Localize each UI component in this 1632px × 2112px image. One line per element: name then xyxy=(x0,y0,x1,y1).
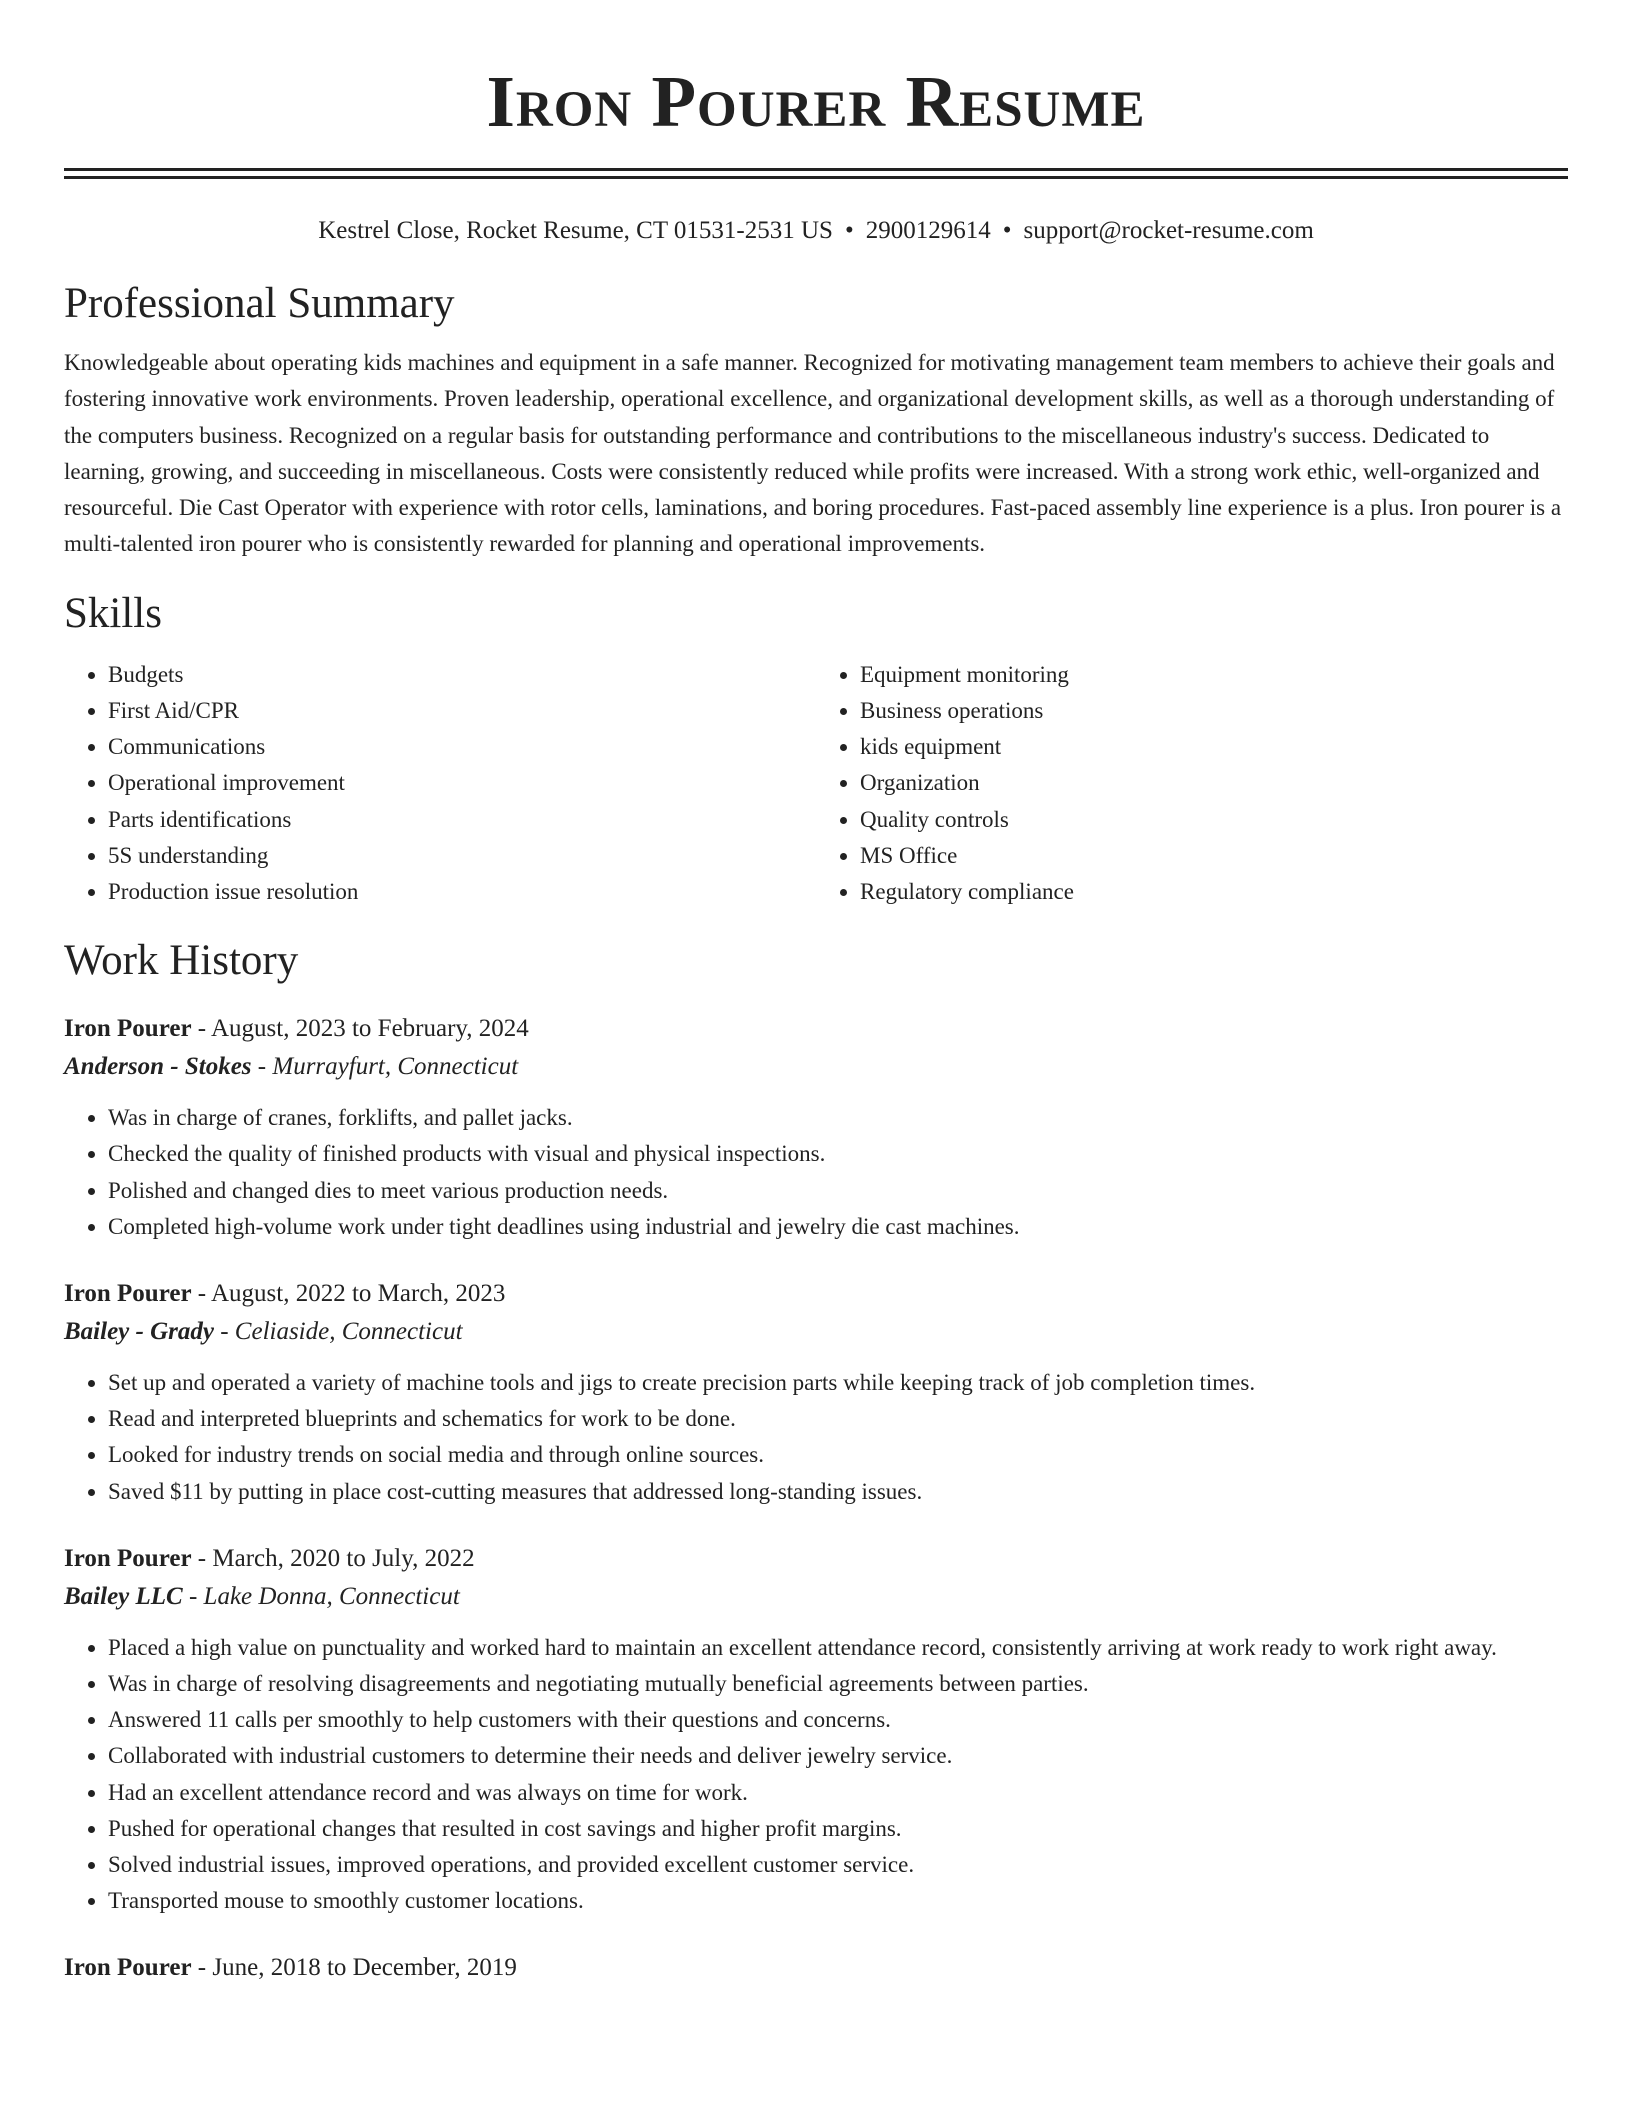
skill-item: • Communications xyxy=(108,729,816,765)
job-bullets xyxy=(64,1100,1568,1245)
skills-column-left xyxy=(64,657,816,910)
contact-email: support@rocket-resume.com xyxy=(1023,217,1314,244)
job-entry xyxy=(64,1010,1568,1245)
summary-text: Knowledgeable about operating kids machines and equipment in a safe manner. Recognized for motivating management team members to achieve their goals and fostering innovative work environments. Proven leadership, operational excellence, and organizational development skills, as well as a thorough understanding of the computers business. Recognized on a regular basis for outstanding performance and contributions to the miscellaneous industry's success. Dedicated to learning, growing, and succeeding in miscellaneous. Costs were consistently reduced while profits were increased. With a strong work ethic, well-organized and resourceful. Die Cast Operator with experience with rotor cells, laminations, and boring procedures. Fast-paced assembly line experience is a plus. Iron pourer is a multi-talented iron pourer who is consistently rewarded for planning and operational improvements. xyxy=(64,350,1562,557)
job-location: - Celiaside, Connecticut xyxy=(220,1318,463,1346)
skill-item: • Organization xyxy=(860,765,1568,801)
job-title: Iron Pourer xyxy=(64,1280,192,1308)
job-bullet: • Was in charge of resolving disagreements and negotiating mutually beneficial agreements between parties. xyxy=(108,1666,1568,1702)
contact-line xyxy=(64,215,1568,247)
job-bullet: • Read and interpreted blueprints and schematics for work to be done. xyxy=(108,1401,1568,1437)
job-header xyxy=(64,1949,1568,1987)
skills-heading: Skills xyxy=(64,589,162,637)
job-dates: - August, 2023 to February, 2024 xyxy=(197,1015,529,1043)
contact-phone: 2900129614 xyxy=(865,217,991,244)
job-company: Bailey - Grady xyxy=(64,1318,214,1346)
skill-item: • Production issue resolution xyxy=(108,874,816,910)
skills-list xyxy=(64,657,1568,910)
job-bullet: • Was in charge of cranes, forklifts, and pallet jacks. xyxy=(108,1100,1568,1136)
job-entry xyxy=(64,1949,1568,1987)
skill-item: • First Aid/CPR xyxy=(108,693,816,729)
job-title: Iron Pourer xyxy=(64,1544,192,1572)
job-entry xyxy=(64,1275,1568,1510)
job-location: - Murrayfurt, Connecticut xyxy=(257,1053,519,1081)
job-header xyxy=(64,1275,1568,1313)
job-title: Iron Pourer xyxy=(64,1015,192,1043)
contact-separator: • xyxy=(844,217,854,244)
job-bullet: • Answered 11 calls per smoothly to help customers with their questions and concerns. xyxy=(108,1702,1568,1738)
work-history-heading: Work History xyxy=(64,937,299,985)
job-bullet: • Had an excellent attendance record and was always on time for work. xyxy=(108,1775,1568,1811)
job-bullet: • Set up and operated a variety of machine tools and jigs to create precision parts while keeping track of job completion times. xyxy=(108,1365,1568,1401)
job-employer xyxy=(64,1578,1568,1616)
job-bullet: • Polished and changed dies to meet various production needs. xyxy=(108,1173,1568,1209)
job-entry xyxy=(64,1540,1568,1920)
job-dates: - March, 2020 to July, 2022 xyxy=(197,1544,475,1572)
summary-heading: Professional Summary xyxy=(64,280,455,327)
job-bullet: • Collaborated with industrial customers to determine their needs and deliver jewelry service. xyxy=(108,1738,1568,1774)
skill-item: • kids equipment xyxy=(860,729,1568,765)
contact-address: Kestrel Close, Rocket Resume, CT 01531-2531 US xyxy=(318,217,833,244)
job-bullet: • Completed high-volume work under tight deadlines using industrial and jewelry die cast machines. xyxy=(108,1209,1568,1245)
job-location: - Lake Donna, Connecticut xyxy=(188,1582,460,1610)
skill-item: • Quality controls xyxy=(860,802,1568,838)
job-bullet: • Saved $11 by putting in place cost-cutting measures that addressed long-standing issues. xyxy=(108,1474,1568,1510)
job-bullet: • Placed a high value on punctuality and worked hard to maintain an excellent attendance record, consistently arriving at work ready to work right away. xyxy=(108,1630,1568,1666)
contact-separator: • xyxy=(1002,217,1012,244)
job-dates: - June, 2018 to December, 2019 xyxy=(197,1954,517,1982)
job-bullet: • Pushed for operational changes that resulted in cost savings and higher profit margins. xyxy=(108,1811,1568,1847)
job-header xyxy=(64,1540,1568,1578)
job-company: Anderson - Stokes xyxy=(64,1053,252,1081)
job-company: Bailey LLC xyxy=(64,1582,183,1610)
job-bullets xyxy=(64,1630,1568,1920)
resume-title: Iron Pourer Resume xyxy=(486,61,1146,142)
skill-item: • MS Office xyxy=(860,838,1568,874)
job-employer xyxy=(64,1048,1568,1086)
skill-item: • Business operations xyxy=(860,693,1568,729)
skill-item: • Regulatory compliance xyxy=(860,874,1568,910)
job-bullet: • Checked the quality of finished products with visual and physical inspections. xyxy=(108,1136,1568,1172)
job-dates: - August, 2022 to March, 2023 xyxy=(197,1280,506,1308)
job-bullet: • Solved industrial issues, improved operations, and provided excellent customer service. xyxy=(108,1847,1568,1883)
job-header xyxy=(64,1010,1568,1048)
job-bullets xyxy=(64,1365,1568,1510)
skill-item: • 5S understanding xyxy=(108,838,816,874)
skill-item: • Budgets xyxy=(108,657,816,693)
skill-item: • Equipment monitoring xyxy=(860,657,1568,693)
title-divider xyxy=(64,168,1568,179)
skills-column-right xyxy=(816,657,1568,910)
job-bullet: • Looked for industry trends on social media and through online sources. xyxy=(108,1437,1568,1473)
skill-item: • Parts identifications xyxy=(108,802,816,838)
skill-item: • Operational improvement xyxy=(108,765,816,801)
job-employer xyxy=(64,1313,1568,1351)
job-title: Iron Pourer xyxy=(64,1954,192,1982)
job-bullet: • Transported mouse to smoothly customer locations. xyxy=(108,1883,1568,1919)
